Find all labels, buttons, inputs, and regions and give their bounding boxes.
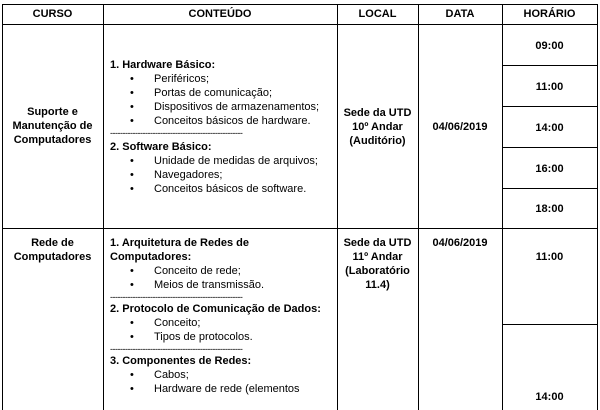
column-divider <box>103 4 104 410</box>
local-line: (Laboratório <box>345 265 410 277</box>
table-border-left <box>2 4 3 410</box>
date-value: 04/06/2019 <box>432 121 488 133</box>
section-heading: 1. Arquitetura de Redes de <box>110 237 249 249</box>
horario-value: 18:00 <box>535 203 564 215</box>
curso-name-line: Computadores <box>13 251 92 263</box>
local-line: 11.4) <box>365 279 390 291</box>
horario-value: 09:00 <box>535 40 564 52</box>
local-line: (Auditório) <box>349 135 406 147</box>
curso-name-line: Manutenção de <box>12 120 93 132</box>
horario-divider <box>502 65 598 66</box>
header-local: LOCAL <box>358 8 397 20</box>
curso-name-line: Computadores <box>13 134 92 146</box>
horario-value: 14:00 <box>535 122 564 134</box>
local-line: Sede da UTD <box>343 107 412 119</box>
header-curso: CURSO <box>32 8 73 20</box>
horario-divider <box>502 106 598 107</box>
horario-value: 16:00 <box>535 163 564 175</box>
section-heading: 1. Hardware Básico: <box>110 59 216 71</box>
section-heading: Computadores: <box>110 251 192 263</box>
horario-divider <box>502 147 598 148</box>
column-divider <box>418 4 419 410</box>
table-border-top <box>2 4 598 5</box>
section-separator: ----------------------------------------------------- <box>110 344 243 354</box>
local-line: 10º Andar <box>352 121 403 133</box>
local-line: Sede da UTD <box>343 237 412 249</box>
horario-value: 11:00 <box>535 81 564 93</box>
table-border-right <box>597 4 598 410</box>
section-heading: 2. Software Básico: <box>110 141 212 153</box>
section-heading: 3. Componentes de Redes: <box>110 355 252 367</box>
row-divider <box>2 228 598 229</box>
local-line: 11º Andar <box>352 251 403 263</box>
section-heading: 2. Protocolo de Comunicação de Dados: <box>110 303 321 315</box>
horario-divider <box>502 188 598 189</box>
header-horario: HORÁRIO <box>523 8 576 20</box>
header-data: DATA <box>445 8 475 20</box>
date-value: 04/06/2019 <box>432 237 488 249</box>
section-separator: ----------------------------------------------------- <box>110 128 243 138</box>
section-separator: ----------------------------------------------------- <box>110 292 243 302</box>
horario-divider <box>502 324 598 325</box>
curso-name-line: Suporte e <box>27 106 78 118</box>
horario-value: 14:00 <box>535 391 564 403</box>
horario-value: 11:00 <box>535 251 564 263</box>
curso-name-line: Rede de <box>31 237 74 249</box>
header-conteudo: CONTEÚDO <box>188 8 252 20</box>
column-divider <box>337 4 338 410</box>
header-divider <box>2 24 598 25</box>
